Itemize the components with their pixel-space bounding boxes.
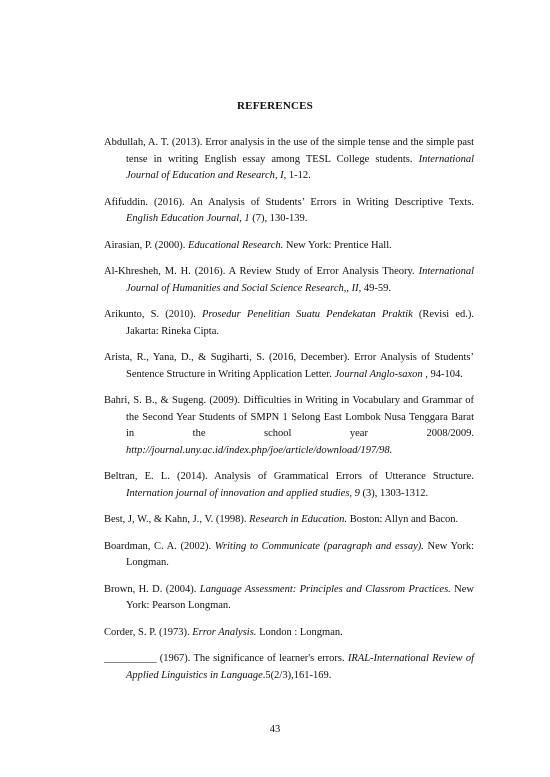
reference-entry: __________ (1967). The significance of learner's errors. IRAL-International Review of Applied Linguistics in Language.5(2/3),161-169. bbox=[104, 653, 474, 681]
reference-entry: Corder, S. P. (1973). Error Analysis. London : Longman. bbox=[104, 626, 343, 638]
reference-entry: Al-Khresheh, M. H. (2016). A Review Study of Error Analysis Theory. International Journal of Humanities and Social Science Research,, II, 49-59. bbox=[104, 266, 474, 294]
reference-entry: Airasian, P. (2000). Educational Research. New York: Prentice Hall. bbox=[104, 239, 392, 251]
reference-entry: Beltran, E. L. (2014). Analysis of Grammatical Errors of Utterance Structure. Internation journal of innovation and applied studies, 9 (3), 1303-1312. bbox=[104, 471, 474, 499]
reference-entry: Best, J, W., & Kahn, J., V. (1998). Research in Education. Boston: Allyn and Bacon. bbox=[104, 514, 459, 525]
page-number: 43 bbox=[269, 724, 281, 735]
reference-entry: Brown, H. D. (2004). Language Assessment: Principles and Classrom Practices. New York: Pearson Longman. bbox=[104, 583, 474, 611]
reference-entry: Arikunto, S. (2010). Prosedur Penelitian Suatu Pendekatan Praktik (Revisi ed.). Jakarta: Rineka Cipta. bbox=[104, 309, 475, 337]
reference-entry: Afifuddin. (2016). An Analysis of Students’ Errors in Writing Descriptive Texts. English Education Journal, 1 (7), 130-139. bbox=[104, 196, 474, 224]
reference-entry: Abdullah, A. T. (2013). Error analysis in the use of the simple tense and the simple past tense in writing English essay among TESL College students. International Journal of Education and Research, I, 1-12. bbox=[104, 137, 474, 181]
reference-entry: Bahri, S. B., & Sugeng. (2009). Difficulties in Writing in Vocabulary and Grammar of the Second Year Students of SMPN 1 Selong East Lombok Nusa Tenggara Barat in the school year 2008/2009. http://journal.uny.ac.id/index.php/joe/article/download/197/98. bbox=[104, 395, 474, 456]
reference-entry: Arista, R., Yana, D., & Sugiharti, S. (2016, December). Error Analysis of Students’ Sentence Structure in Writing Application Letter. Journal Anglo-saxon , 94-104. bbox=[104, 352, 474, 380]
reference-entry: Boardman, C. A. (2002). Writing to Communicate (paragraph and essay). New York: Longman. bbox=[104, 540, 474, 568]
reference-list bbox=[104, 135, 474, 694]
page-heading: REFERENCES bbox=[237, 100, 313, 112]
